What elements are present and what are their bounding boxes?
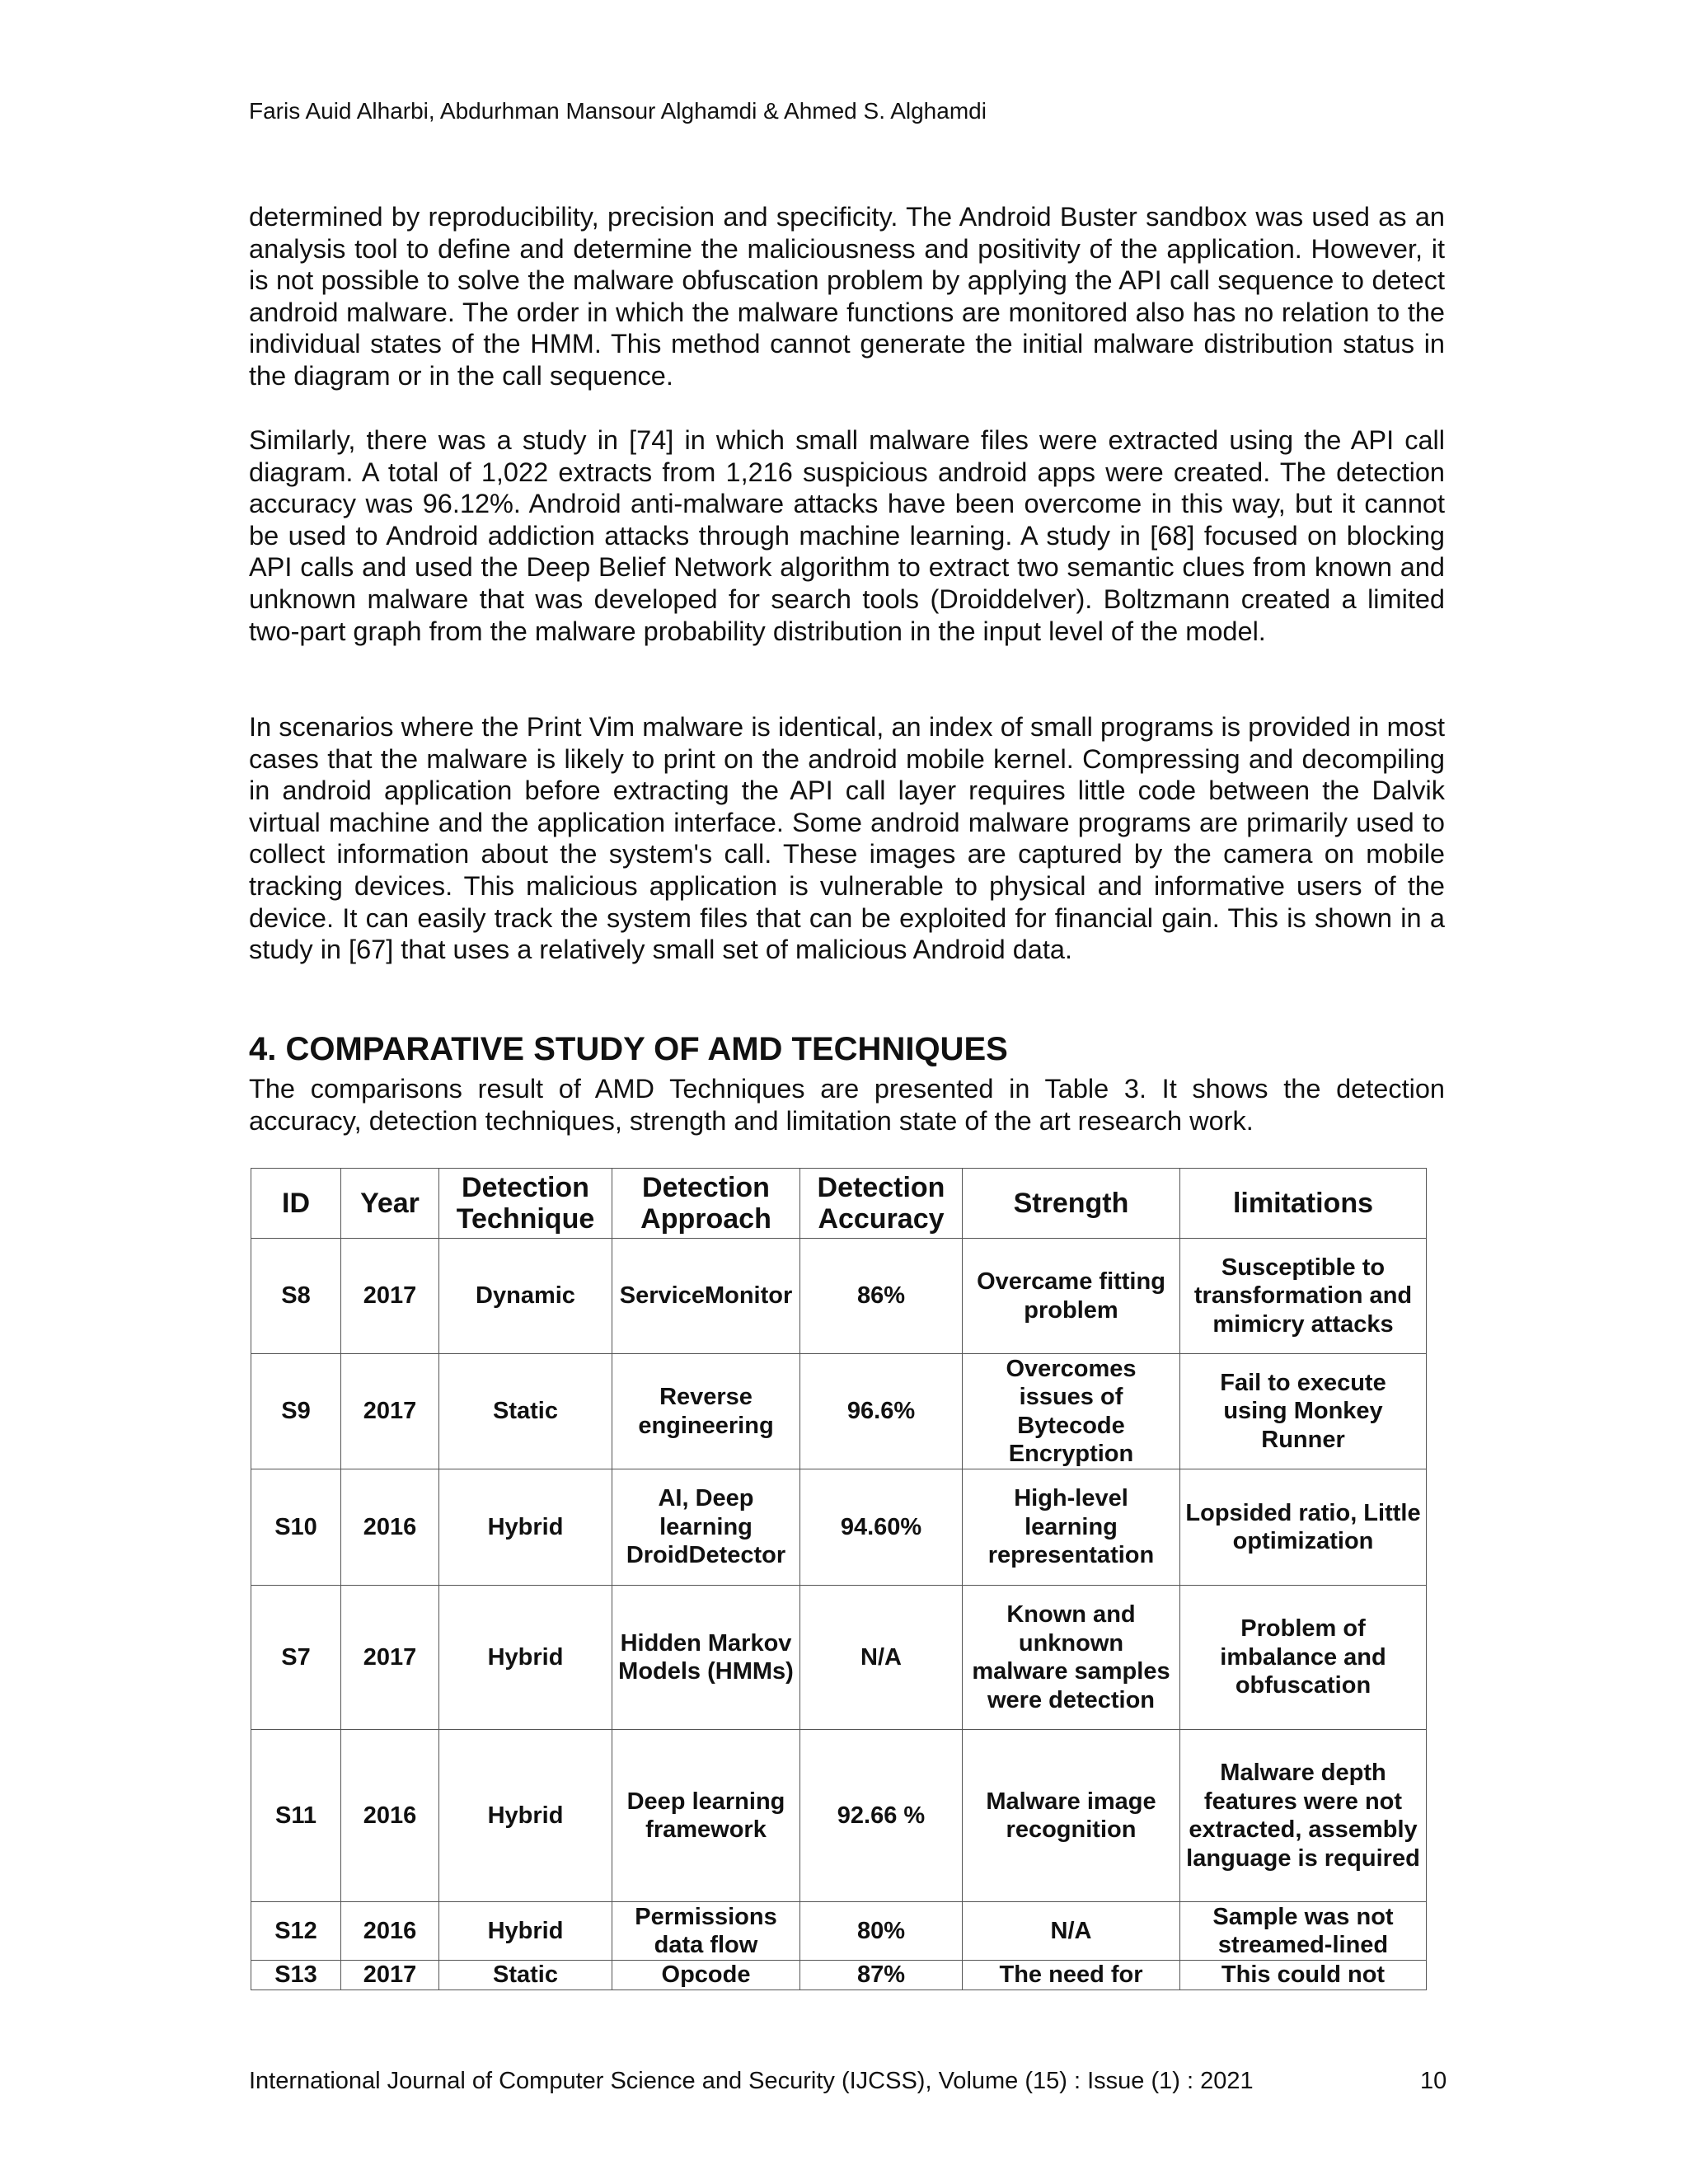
cell-id: S10 bbox=[251, 1469, 341, 1586]
cell-approach: AI, Deep learning DroidDetector bbox=[612, 1469, 800, 1586]
cell-technique: Hybrid bbox=[439, 1469, 612, 1586]
cell-approach: Opcode bbox=[612, 1961, 800, 1990]
cell-strength: High-level learning representation bbox=[963, 1469, 1180, 1586]
column-header-limitations: limitations bbox=[1180, 1169, 1427, 1239]
page-number: 10 bbox=[1420, 2068, 1447, 2094]
cell-id: S9 bbox=[251, 1354, 341, 1469]
cell-accuracy: 80% bbox=[800, 1902, 963, 1961]
cell-year: 2017 bbox=[341, 1354, 439, 1469]
cell-id: S13 bbox=[251, 1961, 341, 1990]
cell-technique: Hybrid bbox=[439, 1902, 612, 1961]
cell-approach: Deep learning framework bbox=[612, 1730, 800, 1902]
cell-strength: Malware image recognition bbox=[963, 1730, 1180, 1902]
body-paragraph: determined by reproducibility, precision and specificity. The Android Buster sandbox was used as an analysis tool to define and determine the maliciousness and positivity of the application. However, it is not possible to solve the malware obfuscation problem by applying the API call sequence to detect android malware. The order in which the malware functions are monitored also has no relation to the individual states of the HMM. This method cannot generate the initial malware distribution status in the diagram or in the call sequence. bbox=[249, 202, 1445, 391]
comparison-table bbox=[251, 1168, 1427, 1990]
column-header-year: Year bbox=[341, 1169, 439, 1239]
cell-technique: Hybrid bbox=[439, 1586, 612, 1730]
cell-accuracy: N/A bbox=[800, 1586, 963, 1730]
section-heading: 4. COMPARATIVE STUDY OF AMD TECHNIQUES bbox=[249, 1031, 1008, 1067]
cell-limitations: Fail to execute using Monkey Runner bbox=[1180, 1354, 1427, 1469]
cell-accuracy: 86% bbox=[800, 1239, 963, 1354]
column-header-technique: Detection Technique bbox=[439, 1169, 612, 1239]
cell-year: 2016 bbox=[341, 1902, 439, 1961]
column-header-accuracy: Detection Accuracy bbox=[800, 1169, 963, 1239]
body-paragraph: Similarly, there was a study in [74] in which small malware files were extracted using the API call diagram. A total of 1,022 extracts from 1,216 suspicious android apps were created. The detection accuracy was 96.12%. Android anti-malware attacks have been overcome in this way, but it cannot be used to Android addiction attacks through machine learning. A study in [68] focused on blocking API calls and used the Deep Belief Network algorithm to extract two semantic clues from known and unknown malware that was developed for search tools (Droiddelver). Boltzmann created a limited two-part graph from the malware probability distribution in the input level of the model. bbox=[249, 425, 1445, 646]
cell-technique: Dynamic bbox=[439, 1239, 612, 1354]
cell-strength: Known and unknown malware samples were detection bbox=[963, 1586, 1180, 1730]
table-row bbox=[251, 1902, 1427, 1961]
column-header-strength: Strength bbox=[963, 1169, 1180, 1239]
table-row bbox=[251, 1239, 1427, 1354]
cell-strength: N/A bbox=[963, 1902, 1180, 1961]
comparison-table-wrapper bbox=[251, 1168, 1427, 1990]
cell-accuracy: 92.66 % bbox=[800, 1730, 963, 1902]
cell-accuracy: 87% bbox=[800, 1961, 963, 1990]
body-paragraph: In scenarios where the Print Vim malware is identical, an index of small programs is provided in most cases that the malware is likely to print on the android mobile kernel. Compressing and decompiling in android application before extracting the API call layer requires little code between the Dalvik virtual machine and the application interface. Some android malware programs are primarily used to collect information about the system's call. These images are captured by the camera on mobile tracking devices. This malicious application is vulnerable to physical and informative users of the device. It can easily track the system files that can be exploited for financial gain. This is shown in a study in [67] that uses a relatively small set of malicious Android data. bbox=[249, 712, 1445, 965]
cell-id: S12 bbox=[251, 1902, 341, 1961]
journal-footer: International Journal of Computer Science and Security (IJCSS), Volume (15) : Issue (1) : 2021 bbox=[249, 2068, 1254, 2094]
table-header-row bbox=[251, 1169, 1427, 1239]
column-header-id: ID bbox=[251, 1169, 341, 1239]
cell-strength: Overcame fitting problem bbox=[963, 1239, 1180, 1354]
cell-year: 2017 bbox=[341, 1961, 439, 1990]
cell-approach: ServiceMonitor bbox=[612, 1239, 800, 1354]
table-row bbox=[251, 1730, 1427, 1902]
table-row bbox=[251, 1354, 1427, 1469]
cell-id: S8 bbox=[251, 1239, 341, 1354]
cell-technique: Static bbox=[439, 1354, 612, 1469]
table-row bbox=[251, 1469, 1427, 1586]
cell-limitations: Malware depth features were not extracted, assembly language is required bbox=[1180, 1730, 1427, 1902]
running-header: Faris Auid Alharbi, Abdurhman Mansour Alghamdi & Ahmed S. Alghamdi bbox=[249, 98, 987, 124]
cell-technique: Static bbox=[439, 1961, 612, 1990]
cell-strength: The need for bbox=[963, 1961, 1180, 1990]
cell-limitations: Susceptible to transformation and mimicry attacks bbox=[1180, 1239, 1427, 1354]
column-header-approach: Detection Approach bbox=[612, 1169, 800, 1239]
cell-year: 2017 bbox=[341, 1239, 439, 1354]
cell-approach: Permissions data flow bbox=[612, 1902, 800, 1961]
cell-limitations: This could not bbox=[1180, 1961, 1427, 1990]
cell-year: 2017 bbox=[341, 1586, 439, 1730]
cell-limitations: Problem of imbalance and obfuscation bbox=[1180, 1586, 1427, 1730]
cell-approach: Reverse engineering bbox=[612, 1354, 800, 1469]
table-row bbox=[251, 1961, 1427, 1990]
cell-year: 2016 bbox=[341, 1469, 439, 1586]
cell-limitations: Sample was not streamed-lined bbox=[1180, 1902, 1427, 1961]
cell-accuracy: 94.60% bbox=[800, 1469, 963, 1586]
cell-strength: Overcomes issues of Bytecode Encryption bbox=[963, 1354, 1180, 1469]
cell-id: S11 bbox=[251, 1730, 341, 1902]
cell-id: S7 bbox=[251, 1586, 341, 1730]
body-paragraph: The comparisons result of AMD Techniques are presented in Table 3. It shows the detection accuracy, detection techniques, strength and limitation state of the art research work. bbox=[249, 1074, 1445, 1136]
cell-year: 2016 bbox=[341, 1730, 439, 1902]
cell-limitations: Lopsided ratio, Little optimization bbox=[1180, 1469, 1427, 1586]
cell-technique: Hybrid bbox=[439, 1730, 612, 1902]
cell-approach: Hidden Markov Models (HMMs) bbox=[612, 1586, 800, 1730]
table-row bbox=[251, 1586, 1427, 1730]
cell-accuracy: 96.6% bbox=[800, 1354, 963, 1469]
